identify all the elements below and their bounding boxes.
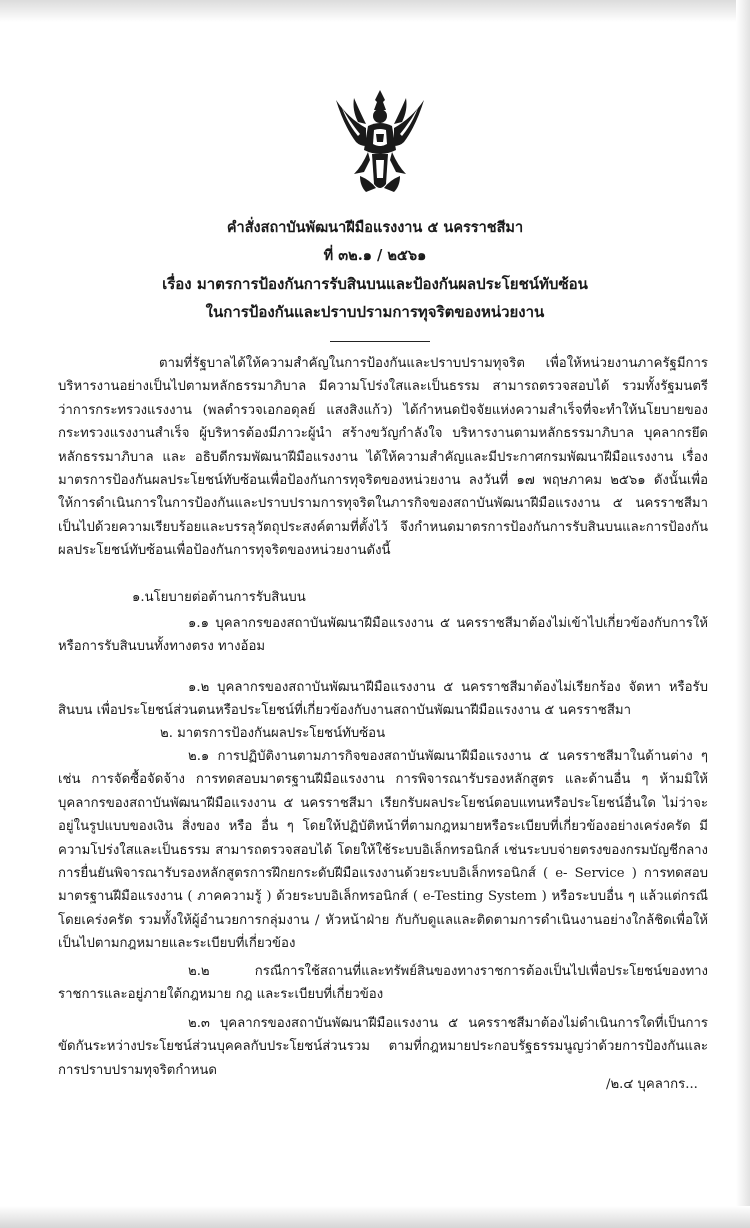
section-1-item-2: ๑.๒ บุคลากรของสถาบันพัฒนาฝีมือแรงงาน ๕ นครราชสีมาต้องไม่เรียกร้อง จัดหา หรือรับสินบน เพื่อประโยชน์ส่วนตนหรือประโยชน์ที่เกี่ยวข้องกับงานสถาบันพัฒนาฝีมือแรงงาน ๕ นครราชสีมา <box>58 680 708 719</box>
scan-shadow-bottom <box>0 1206 750 1228</box>
section-2-item-3: ๒.๓ บุคลากรของสถาบันพัฒนาฝีมือแรงงาน ๕ นครราชสีมาต้องไม่ดำเนินการใดที่เป็นการขัดกันระหว่างประโยชน์ส่วนบุคคลกับประโยชน์ส่วนรวม ตามที่กฎหมายประกอบรัฐธรรมนูญว่าด้วยการป้องกันและการปราบปรามทุจริตกำหนด <box>58 1016 708 1078</box>
order-number: ที่ ๓๒.๑ / ๒๕๖๑ <box>323 247 427 264</box>
section-2-item-1: ๒.๑ การปฏิบัติงานตามภารกิจของสถาบันพัฒนาฝีมือแรงงาน ๕ นครราชสีมาในด้านต่าง ๆ เช่น การจัดซื้อจัดจ้าง การทดสอบมาตรฐานฝีมือแรงงาน การพิจารณารับรองหลักสูตร และด้านอื่น ๆ ห้ามมิให้บุคลากรของสถาบันพัฒนาฝีมือแรงงาน ๕ นครราชสีมา เรียกรับผลประโยชน์ตอบแทนหรือประโยชน์อื่นใด ไม่ว่าจะอยู่ในรูปแบบของเงิน สิ่งของ หรือ อื่น ๆ โดยให้ปฏิบัติหน้าที่ตามกฎหมายหรือระเบียบที่เกี่ยวข้องอย่างเคร่งครัด มีความโปร่งใสและเป็นธรรม สามารถตรวจสอบได้ โดยให้ใช้ระบบอิเล็กทรอนิกส์ เช่นระบบจ่ายตรงของกรมบัญชีกลาง การยื่นยันพิจารณารับรองหลักสูตรการฝึกยกระดับฝีมือแรงงานด้วยระบบอิเล็กทรอนิกส์ ( e- Service ) การทดสอบมาตรฐานฝีมือแรงงาน ( ภาคความรู้ ) ด้วยระบบอิเล็กทรอนิกส์ ( e-Testing System ) หรือระบบอื่น ๆ แล้วแต่กรณี โดยเคร่งครัด รวมทั้งให้ผู้อำนวยการกลุ่มงาน / หัวหน้าฝ่าย กับกับดูแลและติดตามการดำเนินงานอย่างใกล้ชิดเพื่อให้เป็นไปตามกฎหมายและระเบียบที่เกี่ยวข้อง <box>58 749 708 952</box>
section-2-title: ๒. มาตรการป้องกันผลประโยชน์ทับซ้อน <box>160 726 386 741</box>
intro-paragraph: ตามที่รัฐบาลได้ให้ความสำคัญในการป้องกันและปราบปรามทุจริต เพื่อให้หน่วยงานภาครัฐมีการบริหารงานอย่างเป็นไปตามหลักธรรมาภิบาล มีความโปร่งใสและเป็นธรรม สามารถตรวจสอบได้ รวมทั้งรัฐมนตรีว่าการกระทรวงแรงงาน (พลตำรวจเอกอดุลย์ แสงสิงแก้ว) ได้กำหนดปัจจัยแห่งความสำเร็จที่จะทำให้นโยบายของกระทรวงแรงงานสำเร็จ ผู้บริหารต้องมีภาวะผู้นำ สร้างขวัญกำลังใจ บริหารงานตามหลักธรรมาภิบาล บุคลากรยึดหลักธรรมาภิบาล และ อธิบดีกรมพัฒนาฝีมือแรงงาน ได้ให้ความสำคัญและมีประกาศกรมพัฒนาฝีมือแรงงาน เรื่องมาตรการป้องกันผลประโยชน์ทับซ้อนเพื่อป้องกันการทุจริตของหน่วยงาน ลงวันที่ ๑๗ พฤษภาคม ๒๕๖๑ ดังนั้นเพื่อให้การดำเนินการในการป้องกันและปราบปรามการทุจริตในภารกิจของสถาบันพัฒนาฝีมือแรงงาน ๕ นครราชสีมาเป็นไปด้วยความเรียบร้อยและบรรลุวัตถุประสงค์ตามที่ตั้งไว้ จึงกำหนดมาตรการป้องกันการรับสินบนและการป้องกันผลประโยชน์ทับซ้อนเพื่อป้องกันการทุจริตของหน่วยงานดังนี้ <box>58 356 708 559</box>
order-subject: เรื่อง มาตรการป้องกันการรับสินบนและป้องกันผลประโยชน์ทับซ้อน <box>162 275 588 293</box>
section-1-title: ๑.นโยบายต่อต้านการรับสินบน <box>132 590 306 605</box>
order-title: คำสั่งสถาบันพัฒนาฝีมือแรงงาน ๕ นครราชสีมา <box>226 219 524 236</box>
scan-shadow-top <box>0 0 750 22</box>
section-1-item-1: ๑.๑ บุคลากรของสถาบันพัฒนาฝีมือแรงงาน ๕ นครราชสีมาต้องไม่เข้าไปเกี่ยวข้องกับการให้หรือการรับสินบนทั้งทางตรง ทางอ้อม <box>58 616 708 655</box>
scan-shadow-right <box>736 0 750 1228</box>
section-2-item-2: ๒.๒ กรณีการใช้สถานที่และทรัพย์สินของทางราชการต้องเป็นไปเพื่อประโยชน์ของทางราชการและอยู่ภายใต้กฎหมาย กฎ และระเบียบที่เกี่ยวข้อง <box>58 964 708 1003</box>
continuation-note: /๒.๔ บุคลากร... <box>606 1077 698 1092</box>
section-2-item-3-block <box>58 1012 708 1082</box>
order-subject-line2: ในการป้องกันและปราบปรามการทุจริตของหน่วยงาน <box>205 303 545 321</box>
section-1-item-1-block <box>58 612 708 659</box>
section-1-item-2-block <box>58 676 708 723</box>
section-2-item-2-block <box>58 960 708 1007</box>
intro-paragraph-block <box>58 352 708 563</box>
garuda-emblem-icon <box>330 88 430 196</box>
header-divider <box>330 341 430 342</box>
section-2-item-1-block <box>58 745 708 956</box>
